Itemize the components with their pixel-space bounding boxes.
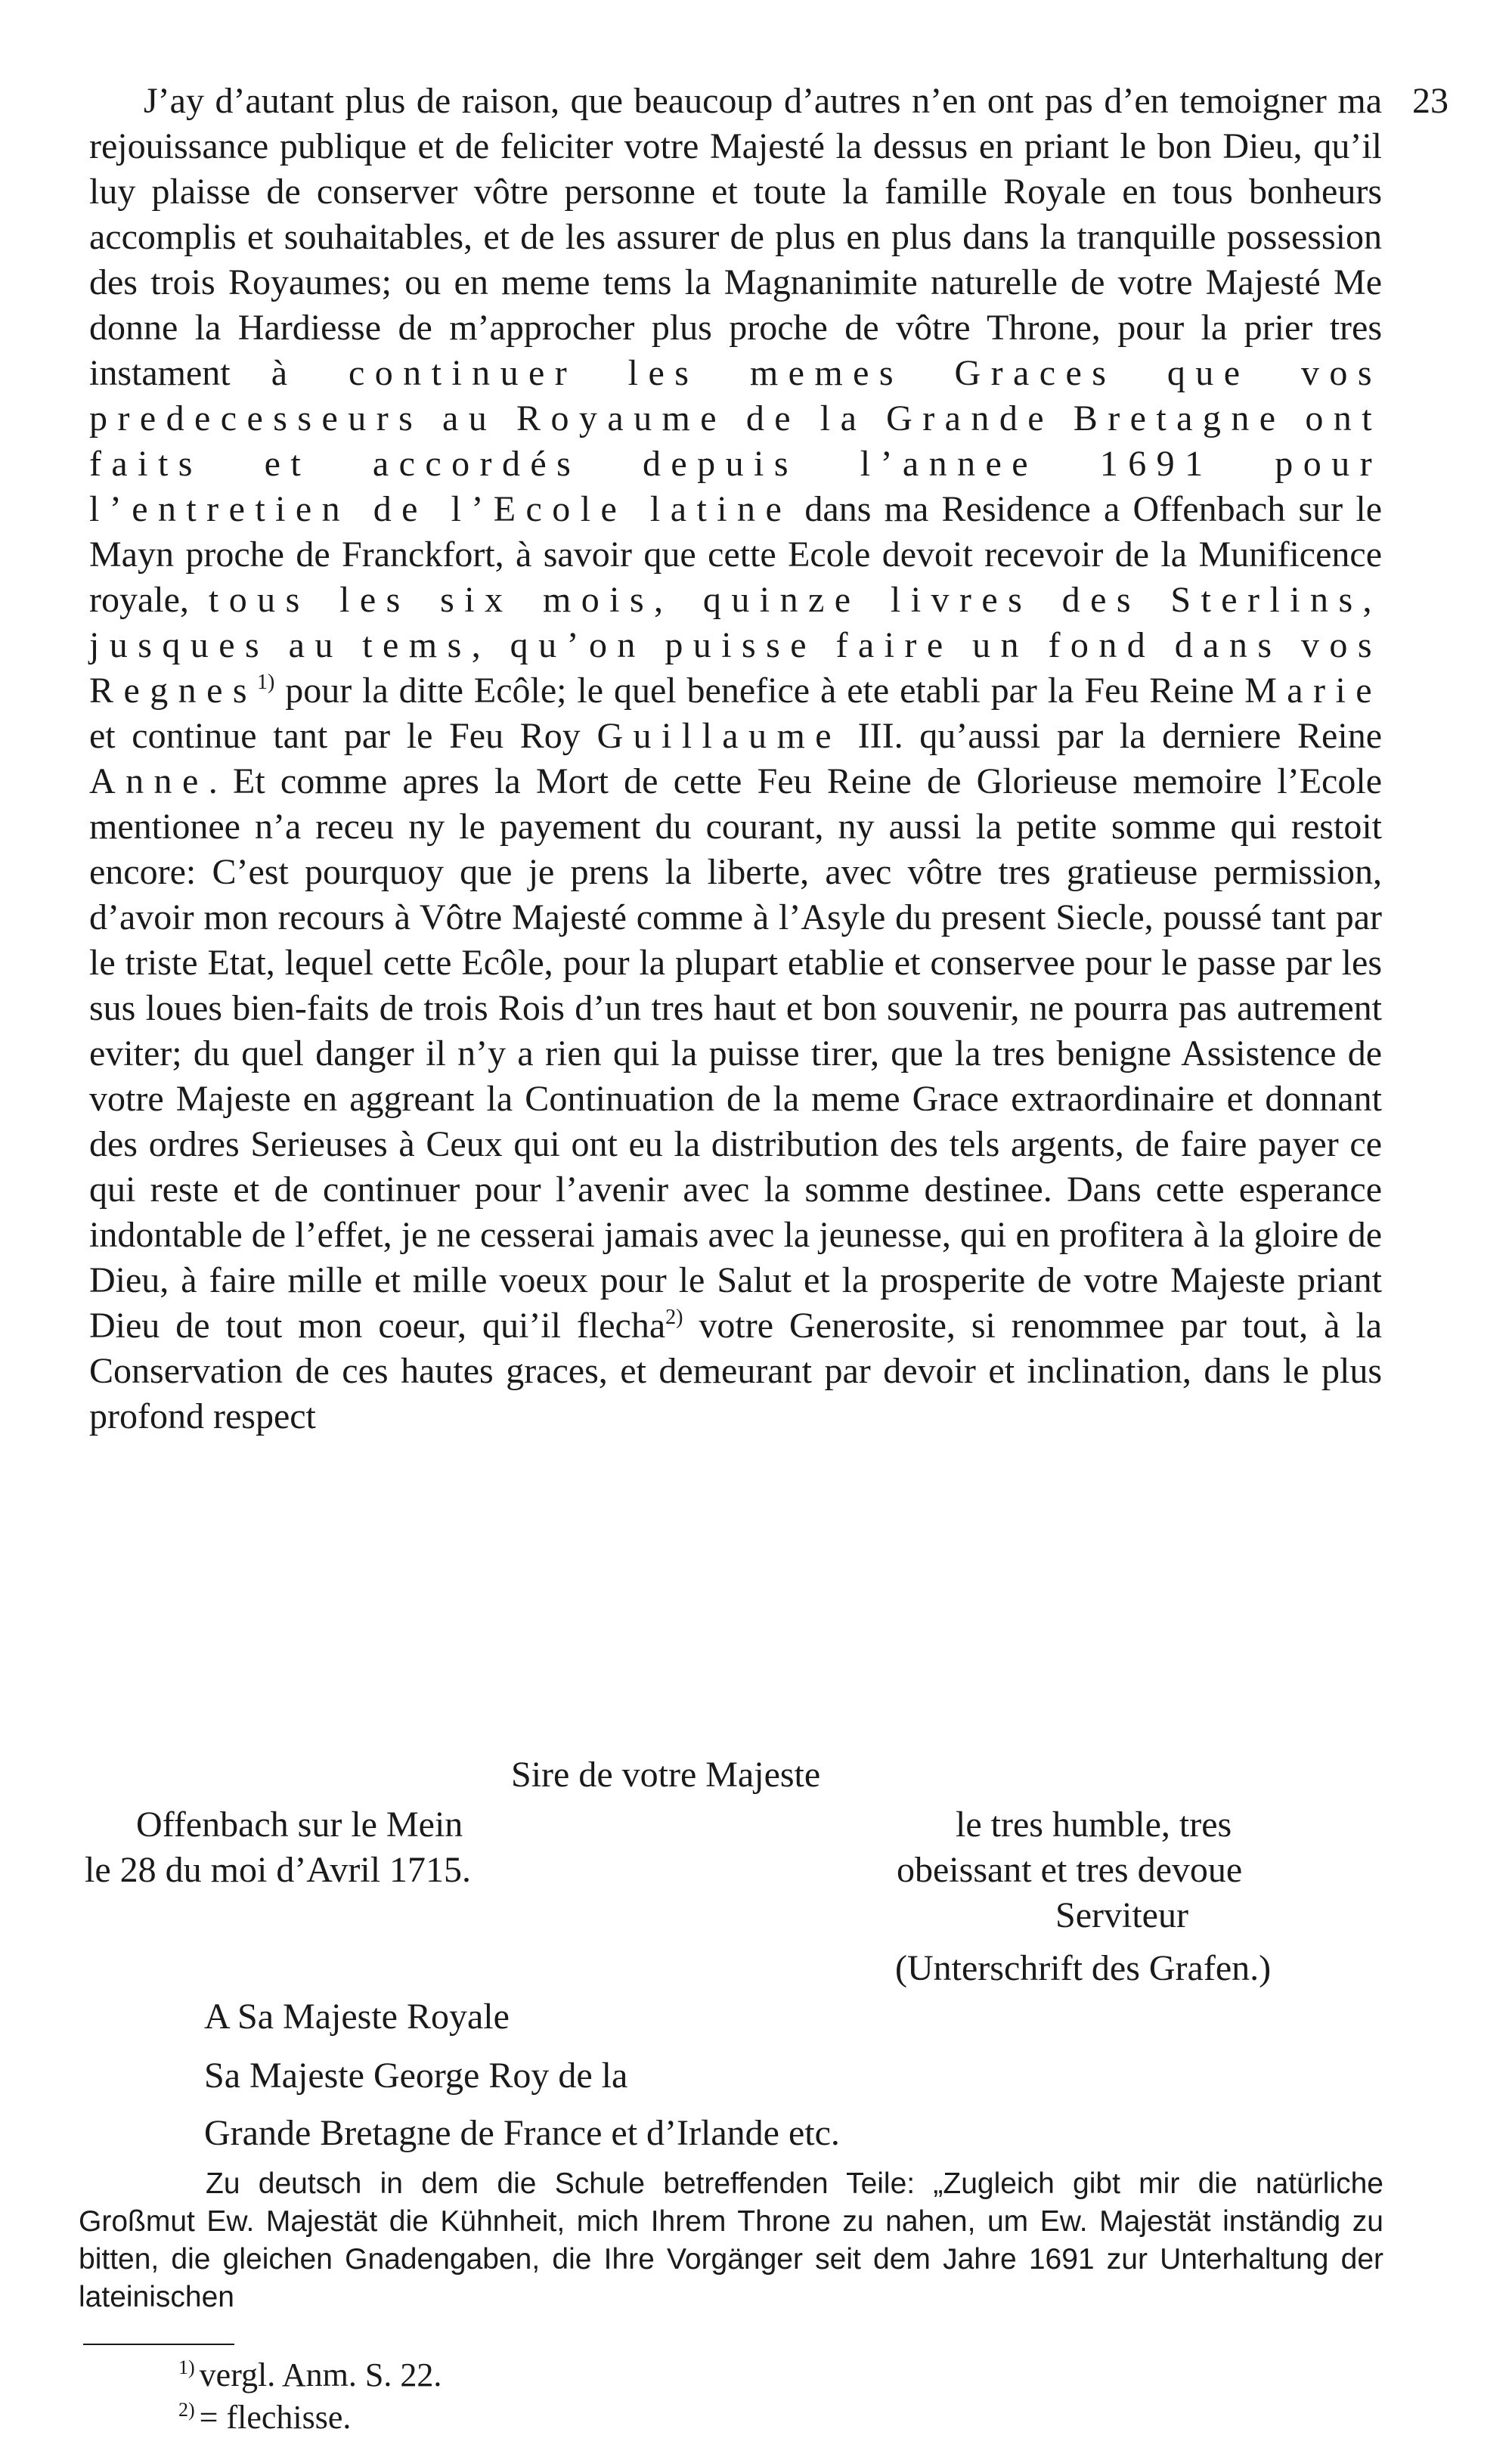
place: Offenbach sur le Mein bbox=[136, 1805, 463, 1845]
footnote-mark: 1) bbox=[178, 2356, 195, 2378]
footnote-reference: 2) bbox=[665, 1306, 683, 1329]
letter-text: votre Generosite, si renommee par tout, à la Conservation de ces hautes graces, et demeurant par devoir et inclination, dans le plus profond respect bbox=[89, 1306, 1382, 1436]
footnote-text: vergl. Anm. S. 22. bbox=[199, 2356, 442, 2393]
letter-text: J’ay d’autant plus de raison, que beaucoup d’autres n’en ont pas d’en temoigner ma rejouissance publique et de feliciter votre Majesté la dessus en priant le bon Dieu, qu’il luy plaisse de conserver vôtre personne et toute la famille Royale en tous bonheurs accomplis et souhaitables, et de les assurer de plus en plus dans la tranquille possession des trois Royaumes; ou en meme tems la Magnanimite naturelle de votre Majesté Me donne la Hardiesse de m’approcher plus proche de vôtre Throne, pour la prier tres instament bbox=[89, 81, 1382, 393]
address-line: A Sa Majeste Royale bbox=[204, 1997, 510, 2037]
footnote-reference: 1) bbox=[256, 671, 275, 694]
spaced-name: Guillaume bbox=[596, 716, 842, 756]
footnote bbox=[178, 2398, 351, 2437]
german-paragraph: Zu deutsch in dem die Schule betreffenden Teile: „Zugleich gibt mir die natürliche Großmut Ew. Majestät die Kühnheit, mich Ihrem Throne zu nahen, um Ew. Majestät inständig zu bitten, die gleichen Gnadengaben, die Ihre Vorgänger seit dem Jahre 1691 zur Unterhaltung der lateinischen bbox=[79, 2167, 1383, 2313]
signature-note: (Unterschrift des Grafen.) bbox=[895, 1948, 1272, 1988]
letter-text: pour la ditte Ecôle; le quel benefice à ete etabli par la Feu Reine bbox=[274, 671, 1245, 711]
letter-text: et continue tant par le Feu Roy bbox=[89, 716, 597, 756]
letter-text: dans ma Residence a Offenbach sur le Mayn proche de Franckfort, à savoir que cette Ecole devoit recevoir de la Munificence royale, bbox=[89, 489, 1382, 620]
spaced-name: Marie bbox=[1244, 671, 1382, 711]
spaced-text: tous les six mois, quinze livres des Sterlins, jusques au tems, qu’on puisse faire un fond dans vos Regnes bbox=[89, 580, 1382, 711]
letter-body bbox=[89, 79, 1382, 1439]
spaced-text: à continuer les memes Graces que vos predecesseurs au Royaume de la Grande Bretagne ont faits et accordés depuis l’annee 1691 pour l’entretien de l’Ecole latine bbox=[89, 353, 1382, 529]
letter-text: . Et comme apres la Mort de cette Feu Reine de Glorieuse memoire l’Ecole mentionee n’a receu ny le payement du courant, ny aussi la petite somme qui restoit encore: C’est pourquoy que je prens la liberte, avec vôtre tres gratieuse permission, d’avoir mon recours à Vôtre Majesté comme à l’Asyle du present Siecle, poussé tant par le triste Etat, lequel cette Ecôle, pour la plupart etablie et conservee pour le passe par les sus loues bien-faits de trois Rois d’un tres haut et bon souvenir, ne pourra pas autrement eviter; du quel danger il n’y a rien qui la puisse tirer, que la tres benigne Assistence de votre Majeste en aggreant la Continuation de la meme Grace extraordinaire et donnant des ordres Serieuses à Ceux qui ont eu la distribution des tels argents, de faire payer ce qui reste et de continuer pour l’avenir avec la somme destinee. Dans cette esperance indontable de l’effet, je ne cesserai jamais avec la jeunesse, qui en profitera à la gloire de Dieu, à faire mille et mille voeux pour le Salut et la prosperite de votre Majeste priant Dieu de tout mon coeur, qui’il flecha bbox=[89, 761, 1382, 1346]
footnote-text: = flechisse. bbox=[199, 2399, 352, 2436]
salutation: Sire de votre Majeste bbox=[511, 1755, 821, 1795]
date: le 28 du moi d’Avril 1715. bbox=[85, 1850, 472, 1890]
footnote-divider bbox=[83, 2344, 234, 2345]
footnote-mark: 2) bbox=[178, 2399, 195, 2421]
german-translation bbox=[79, 2165, 1383, 2316]
closing-line: le tres humble, tres bbox=[956, 1805, 1232, 1845]
address-line: Sa Majeste George Roy de la bbox=[204, 2056, 628, 2096]
address-line: Grande Bretagne de France et d’Irlande etc. bbox=[204, 2113, 840, 2153]
spaced-name: Anne bbox=[89, 761, 209, 801]
letter-text: III. qu’aussi par la derniere Reine bbox=[841, 716, 1382, 756]
footnote bbox=[178, 2356, 442, 2395]
letter-paragraph bbox=[89, 79, 1382, 1439]
closing-line: obeissant et tres devoue bbox=[897, 1850, 1243, 1890]
page-number: 23 bbox=[1412, 81, 1448, 121]
closing-line: Serviteur bbox=[1055, 1895, 1188, 1935]
